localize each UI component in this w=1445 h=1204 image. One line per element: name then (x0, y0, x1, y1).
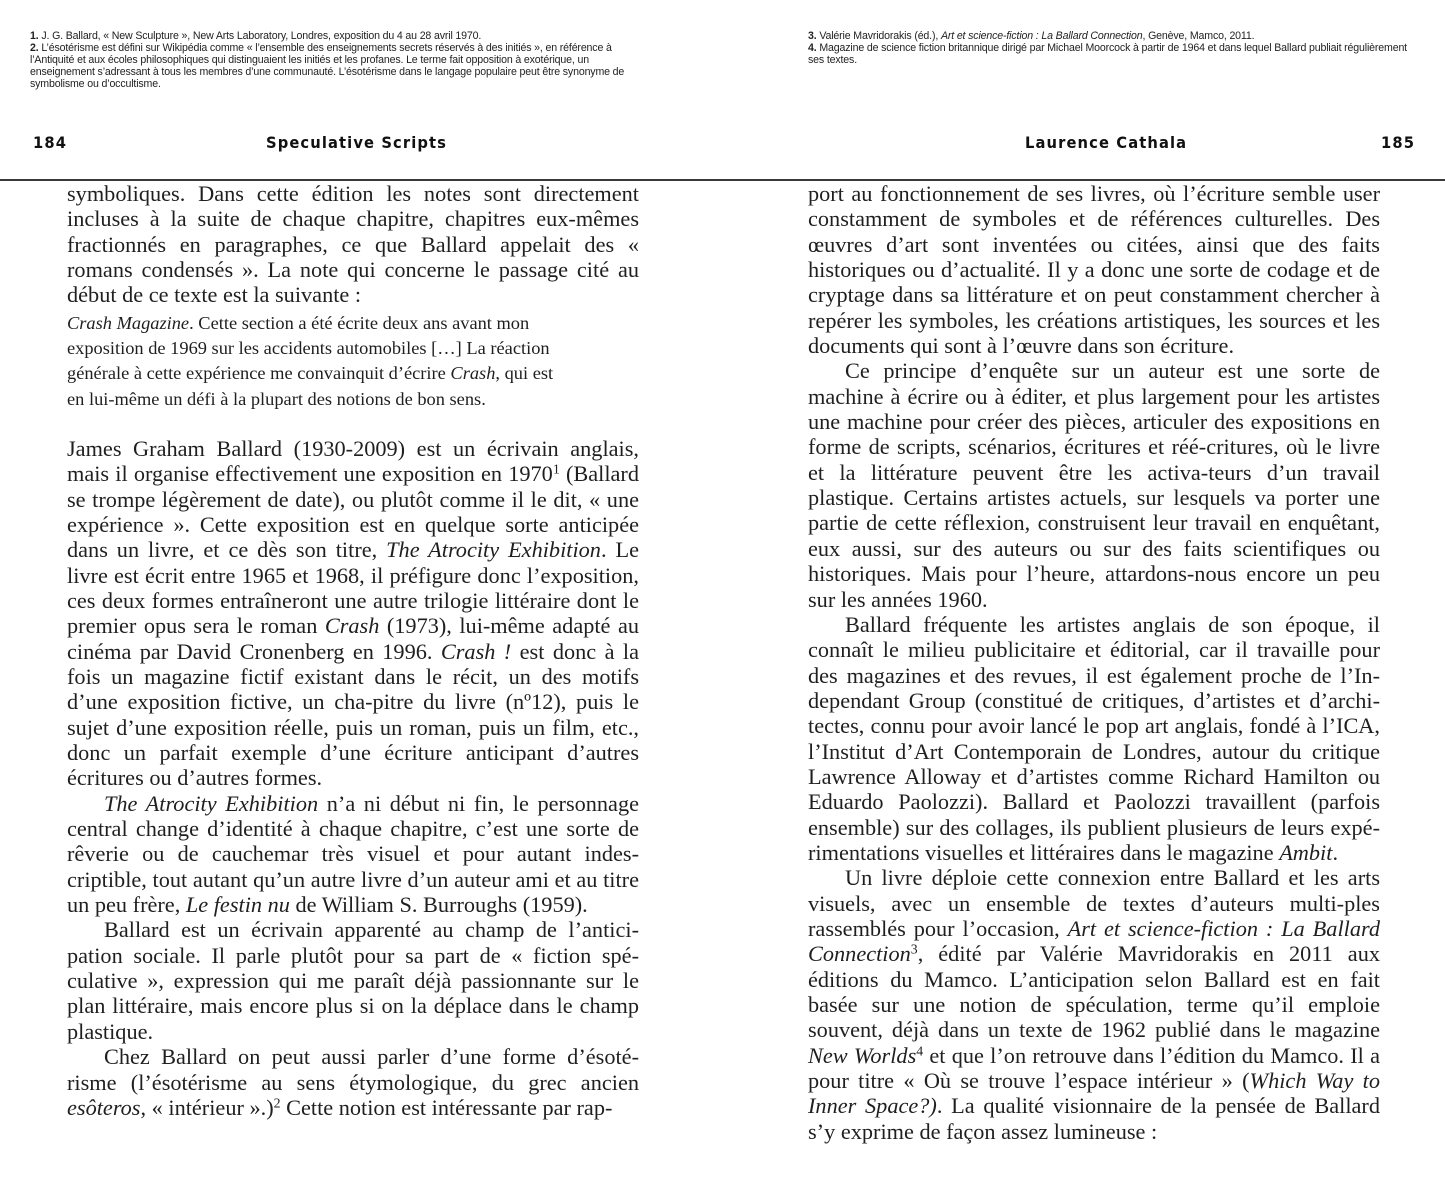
footnote-text: Magazine de science fiction britannique dirigé par Michael Moorcock à partir de 1964 et dans lequel Ballard publiait régulièrement ses textes. (808, 42, 1407, 67)
right-page-number: 185 (1381, 133, 1416, 152)
italic-title: Ambit (1279, 839, 1333, 865)
italic-title: Which Way to Inner Space?) (808, 1068, 1380, 1119)
spacer (67, 412, 639, 436)
italic-title: The Atrocity Exhibition (104, 790, 319, 816)
paragraph (67, 1044, 639, 1120)
footnote-number: 2. (30, 42, 39, 55)
text-run: (Ballard se trompe légèrement de date), ou plutôt comme il le dit, « une expérience ». Cette exposition est en quelque sorte anticipée dans un livre, et ce dès son titre, (67, 461, 639, 563)
paragraph (67, 436, 639, 791)
left-page-number: 184 (33, 133, 68, 152)
left-footnotes (30, 30, 640, 90)
right-footnotes (808, 30, 1408, 66)
quote-italic: Crash Magazine (67, 312, 190, 333)
right-running-title: Laurence Cathala (1025, 133, 1188, 152)
paragraph (67, 791, 639, 918)
italic-title: Crash ! (440, 638, 512, 664)
text-run: est donc à la fois un magazine fictif existant dans le récit, un des motifs d’une exposition fictive, un cha-pitre du livre (nº12), puis le sujet d’une exposition réelle, puis un roman, puis un film, etc., donc un parfait exemple d’une écriture anticipant d’autres écritures ou d’autres formes. (67, 638, 639, 791)
text-run: Un livre déploie cette connexion entre Ballard et les arts visuels, avec un ensemble de textes d’auteurs multi-ples rassemblés pour l’occasion, (808, 865, 1380, 941)
text-run: Cette notion est intéressante par rap- (280, 1094, 613, 1120)
text-run: , « intérieur ».) (140, 1094, 274, 1120)
footnote-text: L’ésotérisme est défini sur Wikipédia comme « l’ensemble des enseignements secrets réservés à des initiés », en référence à l’Antiquité et aux écoles philosophiques qui distinguaient les initiés et les profanes. Le terme fait opposition à exotérique, un enseignement s’adressant à tous les membres d’une communauté. L’ésotérisme dans le langage populaire peut être synonyme de symbolisme ou d’occultisme. (30, 42, 625, 91)
text-run: . (1332, 839, 1339, 865)
text-run: (1973), lui-même adapté au cinéma par David Cronenberg en 1996. (67, 613, 639, 664)
paragraph: symboliques. Dans cette édition les notes sont directement incluses à la suite de chaque chapitre, chapitres eux-mêmes fractionnés en paragraphes, ce que Ballard appelait des « romans condensés ». La note qui concerne le passage cité au début de ce texte est la suivante : (67, 181, 639, 308)
text-run: et que l’on retrouve dans l’édition du Mamco. Il a pour titre « Où se trouve l’espace intérieur » ( (808, 1042, 1381, 1094)
paragraph: Ballard est un écrivain apparenté au champ de l’antici-pation sociale. Il parle plutôt pour sa part de « fiction spé-culative », expression qui me paraît déjà passionnante sur le plan littéraire, mais encore plus si on la déplace dans le champ plastique. (67, 917, 639, 1044)
paragraph (808, 865, 1380, 1144)
text-run: n’a ni début ni fin, le personnage central change d’identité à chaque chapitre, c’est une sorte de rêverie ou de cauchemar très visuel et pour autant indes-criptible, tout autant qu’un autre livre d’un auteur ami et au titre un peu frère, (67, 790, 640, 918)
italic-title: Art et science-fiction : La Ballard Connection (808, 915, 1380, 967)
footnote-4 (808, 42, 1408, 66)
italic-title: New Worlds (808, 1042, 917, 1068)
footnote-number: 3. (808, 30, 817, 42)
paragraph: Ce principe d’enquête sur un auteur est une sorte de machine à écrire ou à éditer, et plus largement pour les artistes une machine pour créer des pièces, articuler des expositions en forme de scripts, scénarios, écritures et réé-critures, où le livre et la littérature peuvent être les activa-teurs d’un travail plastique. Certains artistes actuels, sur lesquels va porter une partie de cette réflexion, construisent leur travail en enquêtant, eux aussi, sur des auteurs ou sur des faits scientifiques ou historiques. Mais pour l’heure, attardons-nous encore un peu sur les années 1960. (808, 358, 1380, 612)
italic-term: esôteros (67, 1094, 141, 1120)
footnote-number: 1. (30, 30, 39, 42)
footnote-ref-2[interactable]: 2 (273, 1095, 281, 1111)
paragraph: port au fonctionnement de ses livres, où l’écriture semble user constamment de symboles et de références culturelles. Des œuvres d’art sont inventées ou citées, ainsi que des faits historiques ou d’actualité. Il y a donc une sorte de codage et de cryptage dans sa littérature et on peut constamment chercher à repérer les symboles, les créations artistiques, les sources et les documents qui sont à l’œuvre dans son écriture. (808, 181, 1380, 359)
quote-italic: Crash (450, 363, 496, 384)
footnote-ref-3[interactable]: 3 (910, 941, 918, 957)
footnote-2 (30, 42, 640, 90)
footnote-text: , Genève, Mamco, 2011. (1142, 30, 1255, 42)
text-run: . La qualité visionnaire de la pensée de Ballard s’y exprime de façon assez lumineuse : (808, 1093, 1380, 1144)
right-body-column (808, 181, 1380, 1144)
text-run: de William S. Burroughs (1959). (289, 892, 588, 918)
left-running-title: Speculative Scripts (266, 133, 448, 152)
text-run: Ballard fréquente les artistes anglais de son époque, il connaît le milieu publicitaire et éditorial, car il travaille pour des magazines et des revues, il est également proche de l’In-dependant Group (constitué de critiques, d’artistes et d’archi-tectes, connu pour avoir lancé le pop art anglais, fondé à l’ICA, l’Institut d’Art Contemporain de Londres, autour du critique Lawrence Alloway et d’artistes comme Richard Hamilton ou Eduardo Paolozzi). Ballard et Paolozzi travaillent (parfois ensemble) sur des collages, ils publient plusieurs de leurs expé-rimentations visuelles et littéraires dans le magazine (808, 611, 1380, 865)
footnote-number: 4. (808, 42, 817, 55)
footnote-text: Valérie Mavridorakis (éd.), (819, 30, 941, 42)
quote-text: , qui est en lui-même un défi à la plupart des notions de bon sens. (67, 363, 554, 409)
footnote-ref-4[interactable]: 4 (916, 1043, 924, 1059)
block-quote (67, 308, 572, 412)
text-run: , édité par Valérie Mavridorakis en 2011 aux éditions du Mamco. L’anticipation selon Ballard est en fait basée sur une notion de spéculation, terme qu’il emploie souvent, déjà dans un texte de 1962 publié dans le magazine (808, 941, 1380, 1043)
text-run: Chez Ballard on peut aussi parler d’une forme d’ésoté-risme (l’ésotérisme au sens étymologique, du grec ancien (67, 1044, 639, 1095)
quote-text: . Cette section a été écrite deux ans avant mon exposition de 1969 sur les accidents automobiles […] La réaction générale à cette expérience me convainquit d’écrire (67, 312, 550, 384)
left-body-column (67, 181, 639, 1120)
footnote-1 (30, 30, 640, 42)
footnote-book-title: Art et science-fiction : La Ballard Connection (940, 30, 1143, 42)
paragraph (808, 612, 1380, 865)
text-run: . Le livre est écrit entre 1965 et 1968, il préfigure donc l’exposition, ces deux formes entraîneront une autre trilogie littéraire dont le premier opus sera le roman (67, 537, 639, 639)
footnote-text: J. G. Ballard, « New Sculpture », New Arts Laboratory, Londres, exposition du 4 au 28 avril 1970. (41, 30, 482, 42)
footnote-ref-1[interactable]: 1 (552, 461, 560, 477)
footnote-3 (808, 30, 1408, 42)
text-run: James Graham Ballard (1930-2009) est un écrivain anglais, mais il organise effectivement une exposition en 1970 (67, 435, 639, 487)
italic-title: Crash (324, 613, 380, 639)
italic-title: Le festin nu (185, 892, 290, 918)
italic-title: The Atrocity Exhibition (386, 537, 601, 563)
